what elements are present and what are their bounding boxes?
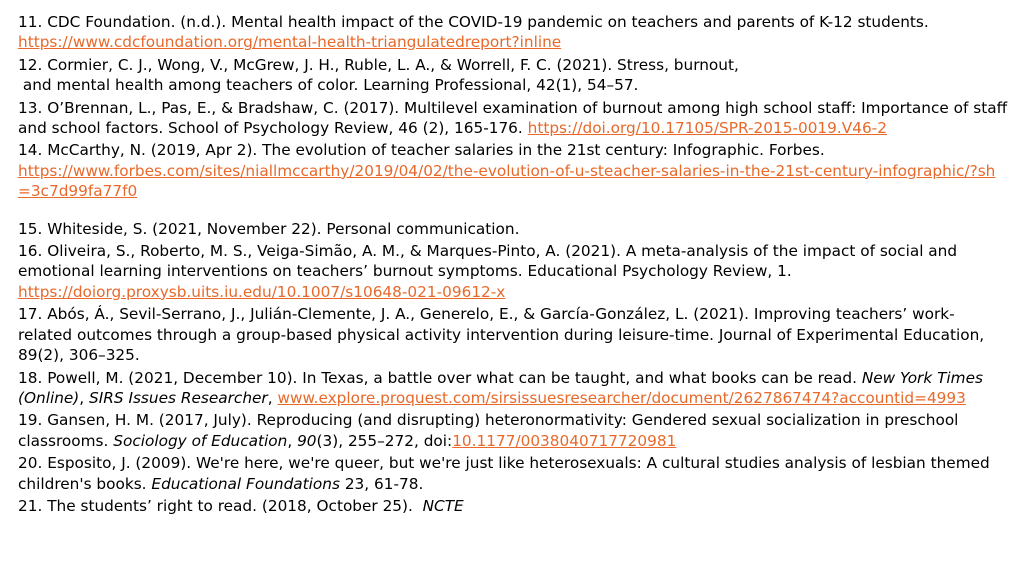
reference-16: [18, 241, 1008, 302]
reference-text: 15. Whiteside, S. (2021, November 22). Personal communication.: [18, 219, 520, 238]
reference-link[interactable]: 10.1177/0038040717720981: [452, 431, 677, 450]
reference-list: [18, 12, 1008, 518]
reference-separator: ,: [287, 431, 298, 450]
reference-volume: 90: [297, 431, 317, 450]
reference-19: [18, 410, 1008, 451]
reference-text: 12. Cormier, C. J., Wong, V., McGrew, J. H., Ruble, L. A., & Worrell, F. C. (2021). Stress, burnout,: [18, 55, 739, 74]
reference-text: 20. Esposito, J. (2009). We're here, we're queer, but we're just like heterosexuals: A cultural studies analysis of lesbian themed children's books.: [18, 454, 990, 493]
reference-12: [18, 55, 1008, 96]
reference-source: New York Times (Online): [18, 368, 983, 407]
reference-link[interactable]: https://doi.org/10.17105/SPR-2015-0019.V46-2: [527, 119, 887, 138]
reference-journal: Sociology of Education: [113, 431, 288, 450]
reference-11: [18, 12, 1008, 53]
reference-text: 18. Powell, M. (2021, December 10). In Texas, a battle over what can be taught, and what books can be read.: [18, 368, 862, 387]
reference-text: 21. The students’ right to read. (2018, October 25).: [18, 496, 423, 515]
reference-link[interactable]: www.explore.proquest.com/sirsissuesresearcher/document/2627867474?accountid=4993: [277, 388, 966, 407]
reference-volume-pages: 23, 61-78.: [339, 474, 424, 493]
reference-14: [18, 140, 1008, 201]
reference-21: [18, 496, 1008, 516]
reference-15: [18, 219, 1008, 239]
reference-text: 17. Abós, Á., Sevil-Serrano, J., Julián-Clemente, J. A., Generelo, E., & García-González, L. (2021). Improving teachers’ work-related outcomes through a group-based physical activity intervention during leisure-time. Journal of Experimental Education, 89(2), 306–325.: [18, 305, 985, 365]
reference-18: [18, 368, 1008, 409]
reference-link[interactable]: https://www.forbes.com/sites/niallmccarthy/2019/04/02/the-evolution-of-u-steacher-salaries-in-the-21st-century-infographic/?sh=3c7d99fa77f0: [18, 161, 996, 201]
reference-17: [18, 304, 1008, 365]
reference-link[interactable]: https://doiorg.proxysb.uits.iu.edu/10.1007/s10648-021-09612-x: [18, 282, 506, 301]
reference-text-continued: and mental health among teachers of color. Learning Professional, 42(1), 54–57.: [18, 76, 639, 95]
reference-source: NCTE: [422, 496, 464, 515]
reference-database: SIRS Issues Researcher: [89, 388, 268, 407]
reference-text: 14. McCarthy, N. (2019, Apr 2). The evolution of teacher salaries in the 21st century: Infographic. Forbes.: [18, 141, 825, 160]
reference-13: [18, 98, 1008, 139]
reference-text: 13. O’Brennan, L., Pas, E., & Bradshaw, C. (2017). Multilevel examination of burnout among high school staff: Importance of staff and school factors. School of Psychology Review, 46 (2), 165-176.: [18, 98, 1008, 138]
reference-20: [18, 453, 1008, 494]
reference-separator: ,: [79, 388, 90, 407]
reference-journal: Educational Foundations: [151, 474, 340, 493]
reference-text: 11. CDC Foundation. (n.d.). Mental health impact of the COVID-19 pandemic on teachers and parents of K-12 students.: [18, 13, 929, 31]
reference-text: 16. Oliveira, S., Roberto, M. S., Veiga-Simão, A. M., & Marques-Pinto, A. (2021). A meta-analysis of the impact of social and emotional learning interventions on teachers’ burnout symptoms. Educational Psychology Review, 1.: [18, 242, 958, 281]
reference-pages: (3), 255–272, doi:: [316, 431, 453, 450]
reference-link[interactable]: https://www.cdcfoundation.org/mental-health-triangulatedreport?inline: [18, 33, 562, 52]
reference-text: 19. Gansen, H. M. (2017, July). Reproducing (and disrupting) heteronormativity: Gendered sexual socialization in preschool classrooms.: [18, 411, 959, 450]
reference-separator: ,: [267, 388, 278, 407]
